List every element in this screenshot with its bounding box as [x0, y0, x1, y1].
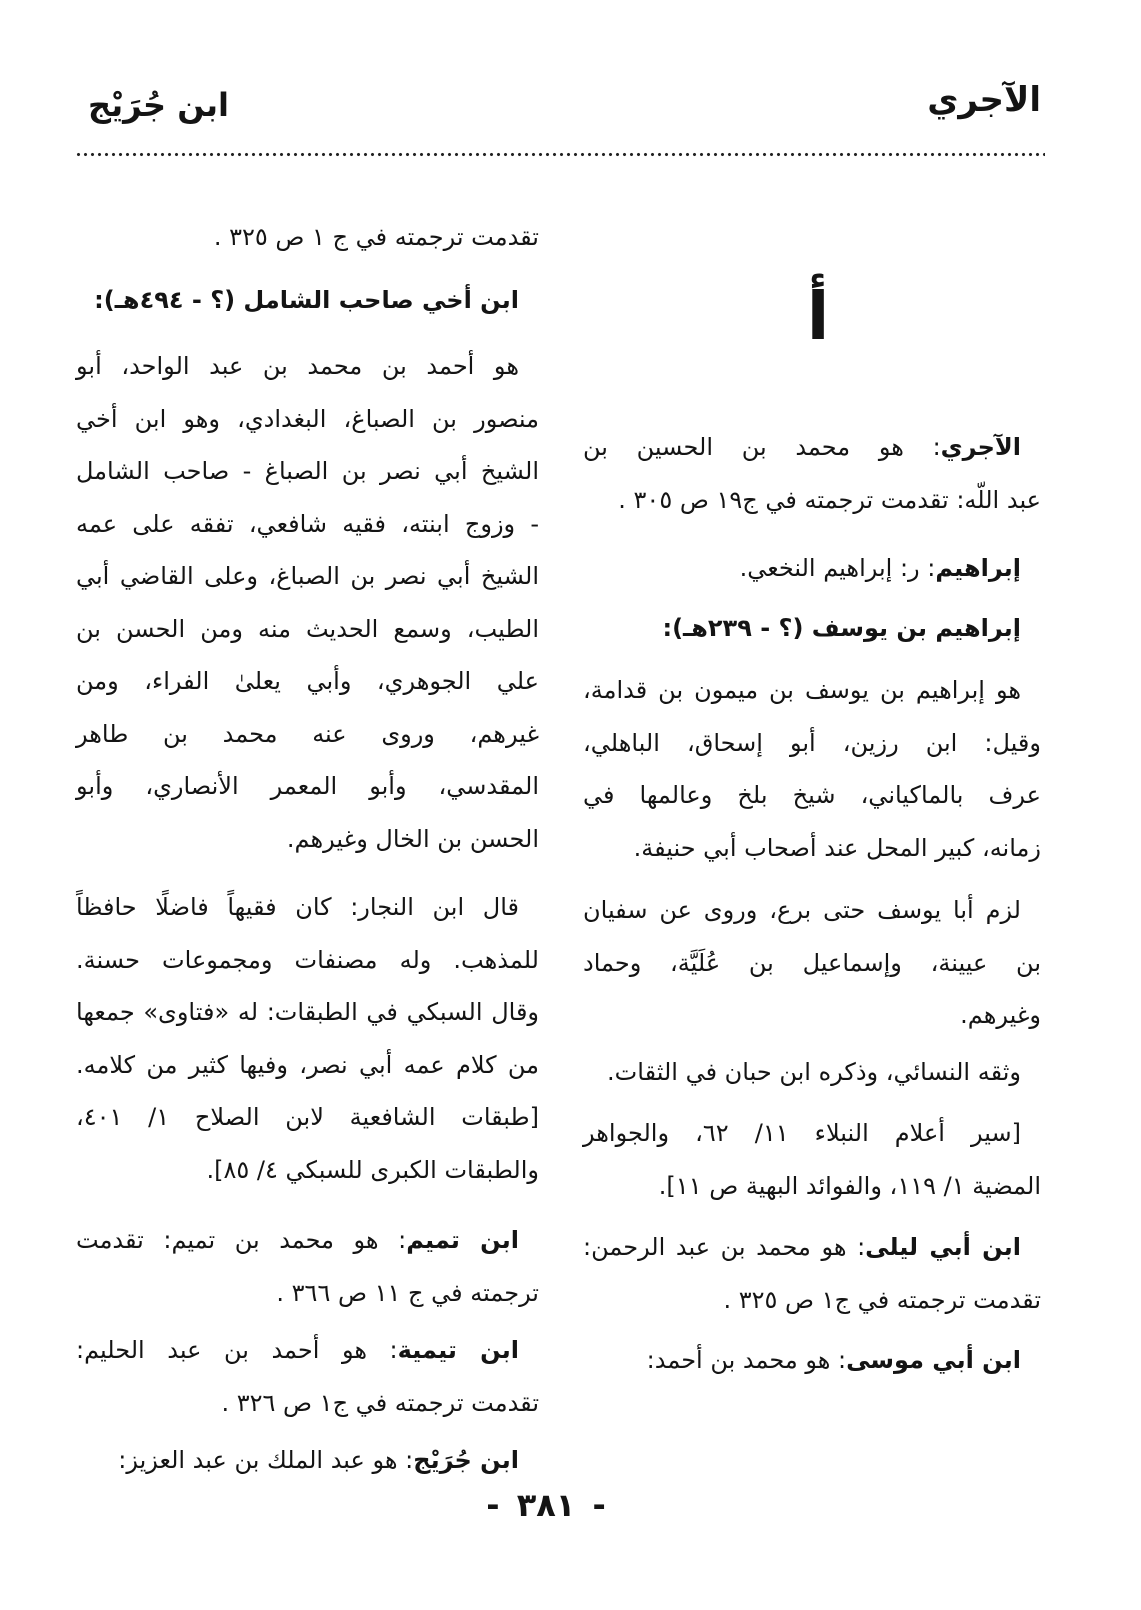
entry-paragraph	[583, 664, 1041, 874]
text-line	[76, 393, 539, 446]
text-line	[76, 1091, 539, 1144]
entry-paragraph	[583, 421, 1041, 526]
line-text: بن عيينة، وإسماعيل بن عُلَيَّة، وحماد	[583, 948, 1041, 977]
text-line	[583, 884, 1041, 937]
line-text: قال ابن النجار: كان فقيهاً فاضلًا حافظاً	[76, 893, 519, 921]
text-line	[583, 1107, 1041, 1160]
text-line	[76, 1377, 539, 1430]
line-text: وقال السبكي في الطبقات: له «فتاوى» جمعها	[76, 998, 539, 1026]
text-line	[76, 211, 539, 264]
line-text: الشيخ أبي نصر بن الصباغ، وعلى القاضي أبي	[76, 562, 539, 590]
entry-paragraph	[583, 602, 1041, 655]
text-line	[76, 445, 539, 498]
line-text: : هو عبد الملك بن عبد العزيز:	[118, 1446, 414, 1474]
entry-paragraph	[583, 542, 1041, 595]
line-text: هو أحمد بن محمد بن عبد الواحد، أبو	[76, 352, 519, 380]
line-text: الطيب، وسمع الحديث منه ومن الحسن بن	[76, 614, 539, 643]
page-number: - ٣٨١ -	[486, 1486, 606, 1524]
text-line	[583, 474, 1041, 527]
text-line	[583, 1160, 1041, 1213]
line-text: علي الجوهري، وأبي يعلىٰ الفراء، ومن	[76, 667, 539, 695]
entry-term: ابن أبي ليلى	[865, 1233, 1021, 1261]
text-line	[76, 655, 539, 708]
text-line	[583, 421, 1041, 474]
line-text: ترجمته في ج ١١ ص ٣٦٦ .	[276, 1278, 539, 1307]
text-line	[583, 1334, 1041, 1387]
line-text: : هو محمد بن أحمد:	[646, 1346, 847, 1374]
text-line	[76, 986, 539, 1039]
text-line	[76, 1144, 539, 1197]
text-line	[76, 340, 539, 393]
text-line	[76, 934, 539, 987]
entry-term: ابن تيمية	[397, 1336, 519, 1364]
line-text: وثقه النسائي، وذكره ابن حبان في الثقات.	[607, 1058, 1021, 1086]
line-text: زمانه، كبير المحل عند أصحاب أبي حنيفة.	[633, 833, 1041, 862]
entry-term: ابن جُرَيْج	[413, 1446, 519, 1474]
entry-paragraph	[583, 1221, 1041, 1326]
line-text: وغيرهم.	[960, 1001, 1041, 1029]
text-line	[76, 1214, 539, 1267]
text-line	[76, 274, 539, 327]
line-text: : هو أحمد بن عبد الحليم:	[76, 1336, 398, 1364]
text-line	[583, 937, 1041, 990]
entry-paragraph	[583, 884, 1041, 1042]
text-line	[583, 1221, 1041, 1274]
line-text: : هو محمد بن عبد الرحمن:	[583, 1233, 866, 1261]
entry-term: ابن أبي موسى	[846, 1346, 1021, 1374]
line-text: تقدمت ترجمته في ج١ ص ٣٢٦ .	[221, 1388, 539, 1417]
line-text: - وزوج ابنته، فقيه شافعي، تفقه على عمه	[76, 509, 539, 538]
text-line	[583, 602, 1041, 655]
line-text: المقدسي، وأبو المعمر الأنصاري، وأبو	[76, 772, 539, 800]
text-line	[76, 603, 539, 656]
entry-term: إبراهيم بن يوسف (؟ - ٢٣٩هـ):	[662, 614, 1021, 642]
section-letter: أ	[806, 278, 830, 355]
line-text: عبد اللّه: تقدمت ترجمته في ج١٩ ص ٣٠٥ .	[618, 485, 1041, 514]
entry-paragraph	[76, 1434, 539, 1487]
entry-paragraph	[583, 1046, 1041, 1099]
entry-paragraph	[76, 881, 539, 1196]
line-text: هو إبراهيم بن يوسف بن ميمون بن قدامة،	[583, 676, 1021, 704]
entry-paragraph	[76, 274, 539, 327]
line-text: من كلام عمه أبي نصر، وفيها كثير من كلامه.	[76, 1050, 539, 1079]
entry-paragraph	[76, 211, 539, 264]
line-text: عرف بالماكياني، شيخ بلخ وعالمها في	[583, 781, 1041, 809]
text-line	[583, 542, 1041, 595]
line-text: [طبقات الشافعية لابن الصلاح ١/ ٤٠١،	[76, 1103, 540, 1131]
running-head-right: الآجري	[927, 80, 1041, 120]
line-text: : هو محمد بن الحسين بن	[583, 433, 941, 461]
text-line	[76, 550, 539, 603]
text-line	[583, 989, 1041, 1042]
text-line	[76, 881, 539, 934]
right-column	[583, 0, 1041, 1560]
line-text: لزم أبا يوسف حتى برع، وروى عن سفيان	[583, 896, 1021, 924]
text-line	[76, 760, 539, 813]
line-text: : ر: إبراهيم النخعي.	[739, 554, 936, 582]
text-line	[583, 1046, 1041, 1099]
line-text: : هو محمد بن تميم: تقدمت	[76, 1226, 407, 1254]
line-text: غيرهم، وروى عنه محمد بن طاهر	[76, 719, 539, 748]
text-line	[583, 717, 1041, 770]
text-line	[583, 822, 1041, 875]
entry-term: إبراهيم	[935, 554, 1021, 582]
line-text: والطبقات الكبرى للسبكي ٤/ ٨٥].	[206, 1155, 539, 1184]
entry-paragraph	[76, 340, 539, 865]
line-text: الحسن بن الخال وغيرهم.	[286, 824, 539, 853]
line-text: منصور بن الصباغ، البغدادي، وهو ابن أخي	[76, 404, 539, 433]
text-line	[583, 1274, 1041, 1327]
line-text: تقدمت ترجمته في ج١ ص ٣٢٥ .	[723, 1285, 1041, 1314]
entry-term: ابن أخي صاحب الشامل (؟ - ٤٩٤هـ):	[94, 286, 519, 314]
entry-paragraph	[76, 1324, 539, 1429]
line-text: تقدمت ترجمته في ج ١ ص ٣٢٥ .	[213, 223, 539, 251]
text-line	[76, 813, 539, 866]
left-column	[76, 0, 539, 1560]
text-line	[583, 769, 1041, 822]
line-text: الشيخ أبي نصر بن الصباغ - صاحب الشامل	[76, 457, 539, 485]
text-line	[76, 498, 539, 551]
text-line	[76, 1267, 539, 1320]
text-line	[76, 1434, 539, 1487]
entry-paragraph	[583, 1107, 1041, 1212]
entry-term: الآجري	[940, 433, 1021, 461]
text-line	[76, 708, 539, 761]
entry-term: ابن تميم	[406, 1226, 520, 1254]
line-text: وقيل: ابن رزين، أبو إسحاق، الباهلي،	[583, 728, 1041, 757]
text-line	[583, 664, 1041, 717]
entry-paragraph	[583, 1334, 1041, 1387]
text-line	[76, 1324, 539, 1377]
entry-paragraph	[76, 1214, 539, 1319]
text-line	[76, 1039, 539, 1092]
line-text: [سير أعلام النبلاء ١١/ ٦٢، والجواهر	[583, 1119, 1022, 1147]
running-head-left: ابن جُرَيْج	[88, 86, 229, 124]
line-text: للمذهب. وله مصنفات ومجموعات حسنة.	[76, 945, 539, 974]
line-text: المضية ١/ ١١٩، والفوائد البهية ص ١١].	[658, 1171, 1041, 1200]
